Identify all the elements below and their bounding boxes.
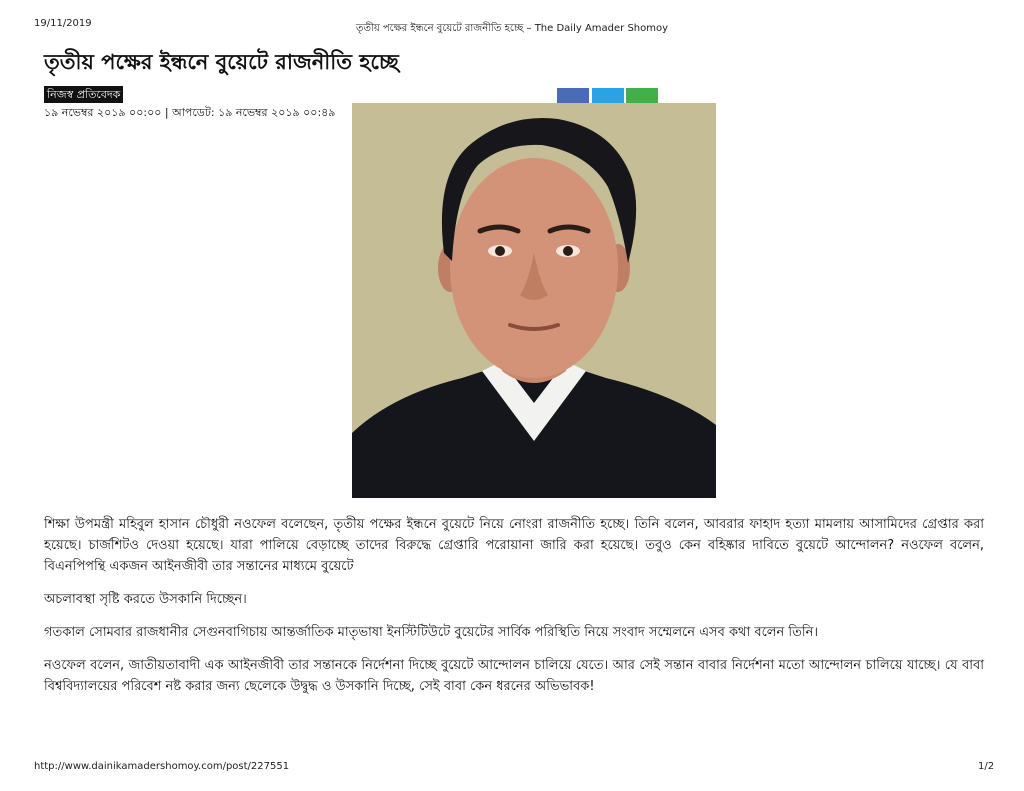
footer-url: http://www.dainikamadershomoy.com/post/227551 <box>34 761 290 772</box>
page-number: 1/2 <box>978 761 995 772</box>
article-headline: তৃতীয় পক্ষের ইন্ধনে বুয়েটে রাজনীতি হচ্ছে <box>44 50 399 74</box>
facebook-share-icon[interactable] <box>557 88 589 103</box>
byline-badge: নিজস্ব প্রতিবেদক <box>44 86 123 103</box>
publish-dates: ১৯ নভেম্বর ২০১৯ ০০:০০ | আপডেট: ১৯ নভেম্বর ২০১৯ ০০:৪৯ <box>44 106 336 119</box>
article-paragraph: শিক্ষা উপমন্ত্রী মহিবুল হাসান চৌধুরী নওফেল বলেছেন, তৃতীয় পক্ষের ইন্ধনে বুয়েটে নিয়ে নোংরা রাজনীতি হচ্ছে। তিনি বলেন, আবরার ফাহাদ হত্যা মামলায় আসামিদের গ্রেপ্তার করা হয়েছে। চার্জশিটও দেওয়া হয়েছে। যারা পালিয়ে বেড়াচ্ছে তাদের বিরুদ্ধে গ্রেপ্তারি পরোয়ানা জারি করা হয়েছে। তবুও কেন বহিষ্কার দাবিতে বুয়েটে আন্দোলন? নওফেল বলেন, বিএনপিপন্থি একজন আইনজীবী তার সন্তানের মাধ্যমে বুয়েটে <box>44 517 984 574</box>
twitter-share-icon[interactable] <box>592 88 624 103</box>
article-paragraph: নওফেল বলেন, জাতীয়তাবাদী এক আইনজীবী তার সন্তানকে নির্দেশনা দিচ্ছে বুয়েটে আন্দোলন চালিয়ে যেতে। আর সেই সন্তান বাবার নির্দেশনা মতো আন্দোলন চালিয়ে যাচ্ছে। যে বাবা বিশ্ববিদ্যালয়ের পরিবেশ নষ্ট করার জন্য ছেলেকে উদ্বুদ্ধ ও উসকানি দিচ্ছে, সেই বাবা কেন ধরনের অভিভাবক! <box>44 658 984 694</box>
share-icon[interactable] <box>626 88 658 103</box>
article-paragraph: অচলাবস্থা সৃষ্টি করতে উসকানি দিচ্ছেন। <box>44 592 247 607</box>
article-paragraph: গতকাল সোমবার রাজধানীর সেগুনবাগিচায় আন্তর্জাতিক মাতৃভাষা ইনস্টিটিউটে বুয়েটের সার্বিক পরিস্থিতি নিয়ে সংবাদ সম্মেলনে এসব কথা বলেন তিনি। <box>44 625 819 640</box>
article-photo <box>352 103 716 498</box>
print-date: 19/11/2019 <box>34 18 92 29</box>
article-body <box>44 514 984 709</box>
page-title-header: তৃতীয় পক্ষের ইন্ধনে বুয়েটে রাজনীতি হচ্ছে – The Daily Amader Shomoy <box>355 23 669 34</box>
